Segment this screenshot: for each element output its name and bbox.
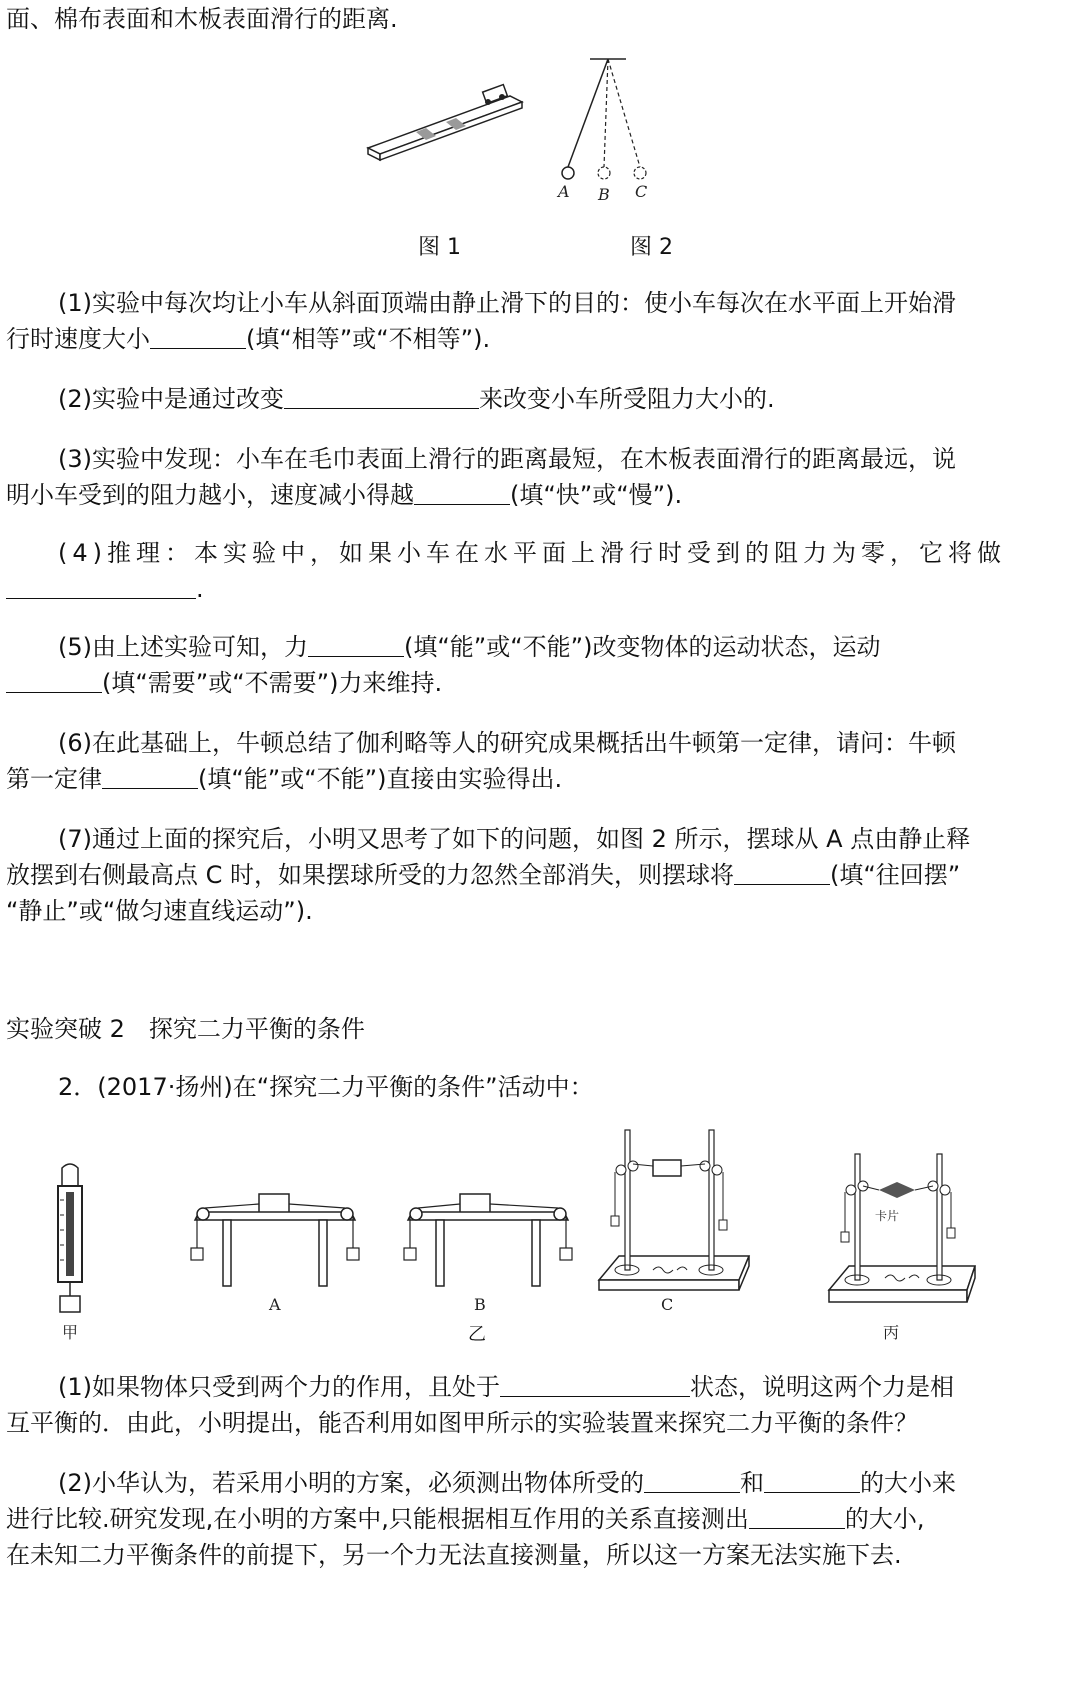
answer-blank[interactable] bbox=[749, 1506, 845, 1529]
q2-intro: 2．(2017·扬州)在“探究二力平衡的条件”活动中： bbox=[58, 1073, 594, 1101]
q2-2-line3: 在未知二力平衡条件的前提下，另一个力无法直接测量，所以这一方案无法实施下去. bbox=[6, 1541, 902, 1569]
fig-jia-spring-scale bbox=[40, 1160, 100, 1350]
q1-7-line1: (7)通过上面的探究后，小明又思考了如下的问题，如图 2 所示，摆球从 A 点由静止释 bbox=[58, 825, 971, 853]
fig2-label-c: C bbox=[635, 182, 648, 201]
fig-bing-label: 丙 bbox=[883, 1323, 900, 1342]
q1-3-line2: 明小车受到的阻力越小，速度减小得越 (填“快”或“慢”). bbox=[6, 481, 683, 509]
answer-blank[interactable] bbox=[644, 1470, 740, 1493]
fig-jia-label: 甲 bbox=[62, 1323, 79, 1342]
fig-b-label: B bbox=[474, 1295, 486, 1314]
fig-yi-label: 乙 bbox=[468, 1324, 486, 1345]
fig1-ramp-illustration bbox=[360, 70, 540, 170]
q1-5-line2: (填“需要”或“不需要”)力来维持. bbox=[6, 666, 442, 700]
answer-blank[interactable] bbox=[764, 1470, 860, 1493]
fig2-caption: 图 2 bbox=[630, 235, 673, 260]
q2-1-line2: 互平衡的．由此，小明提出，能否利用如图甲所示的实验装置来探究二力平衡的条件？ bbox=[6, 1409, 918, 1437]
q2-1-line1: (1)如果物体只受到两个力的作用，且处于 状态，说明这两个力是相 bbox=[58, 1373, 954, 1401]
answer-blank[interactable] bbox=[102, 766, 198, 789]
fig1-caption: 图 1 bbox=[418, 235, 461, 260]
fig-a-pulley-table bbox=[185, 1190, 365, 1320]
q1-3-line1: (3)实验中发现：小车在毛巾表面上滑行的距离最短，在木板表面滑行的距离最远，说 bbox=[58, 445, 956, 473]
q1-1-line1: (1)实验中每次均让小车从斜面顶端由静止滑下的目的：使小车每次在水平面上开始滑 bbox=[58, 289, 956, 317]
q1-6-line2: 第一定律 (填“能”或“不能”)直接由实验得出. bbox=[6, 765, 563, 793]
answer-blank[interactable] bbox=[284, 386, 479, 409]
fig-c-stand bbox=[595, 1120, 755, 1320]
fig-a-label: A bbox=[269, 1295, 281, 1314]
fig2-label-a: A bbox=[558, 182, 570, 201]
q1-7-line2: 放摆到右侧最高点 C 时，如果摆球所受的力忽然全部消失，则摆球将 (填“往回摆” bbox=[6, 861, 961, 889]
fig-bing-stand bbox=[825, 1150, 985, 1350]
fig-c-label: C bbox=[661, 1295, 674, 1314]
intro-tail-text: 面、棉布表面和木板表面滑行的距离. bbox=[6, 5, 398, 33]
q1-1-line2: 行时速度大小 (填“相等”或“不相等”). bbox=[6, 325, 491, 353]
fig2-label-b: B bbox=[598, 185, 610, 204]
answer-blank[interactable] bbox=[6, 670, 102, 693]
answer-blank[interactable] bbox=[500, 1374, 690, 1397]
answer-blank[interactable] bbox=[150, 326, 246, 349]
q1-4-line1: (4)推理：本实验中，如果小车在水平面上滑行时受到的阻力为零，它将做 bbox=[58, 539, 1006, 567]
q2-2-line2: 进行比较.研究发现,在小明的方案中,只能根据相互作用的关系直接测出 的大小, bbox=[6, 1505, 925, 1533]
q1-2-line1: (2)实验中是通过改变 来改变小车所受阻力大小的. bbox=[58, 385, 775, 413]
answer-blank[interactable] bbox=[734, 862, 830, 885]
q1-7-line3: “静止”或“做匀速直线运动”). bbox=[6, 897, 313, 925]
section2-title: 实验突破 2 探究二力平衡的条件 bbox=[6, 1015, 365, 1043]
answer-blank[interactable] bbox=[6, 576, 196, 599]
fig-b-pulley-table bbox=[398, 1190, 578, 1320]
answer-blank[interactable] bbox=[308, 634, 404, 657]
fig2-pendulum-illustration bbox=[550, 55, 670, 205]
answer-blank[interactable] bbox=[414, 482, 510, 505]
card-label: 卡片 bbox=[875, 1209, 900, 1223]
q1-6-line1: (6)在此基础上，牛顿总结了伽利略等人的研究成果概括出牛顿第一定律，请问：牛顿 bbox=[58, 729, 956, 757]
q1-4-line2: . bbox=[6, 572, 204, 606]
q2-2-line1: (2)小华认为，若采用小明的方案，必须测出物体所受的 和 的大小来 bbox=[58, 1469, 956, 1497]
q1-5-line1: (5)由上述实验可知，力 (填“能”或“不能”)改变物体的运动状态，运动 bbox=[58, 633, 881, 661]
